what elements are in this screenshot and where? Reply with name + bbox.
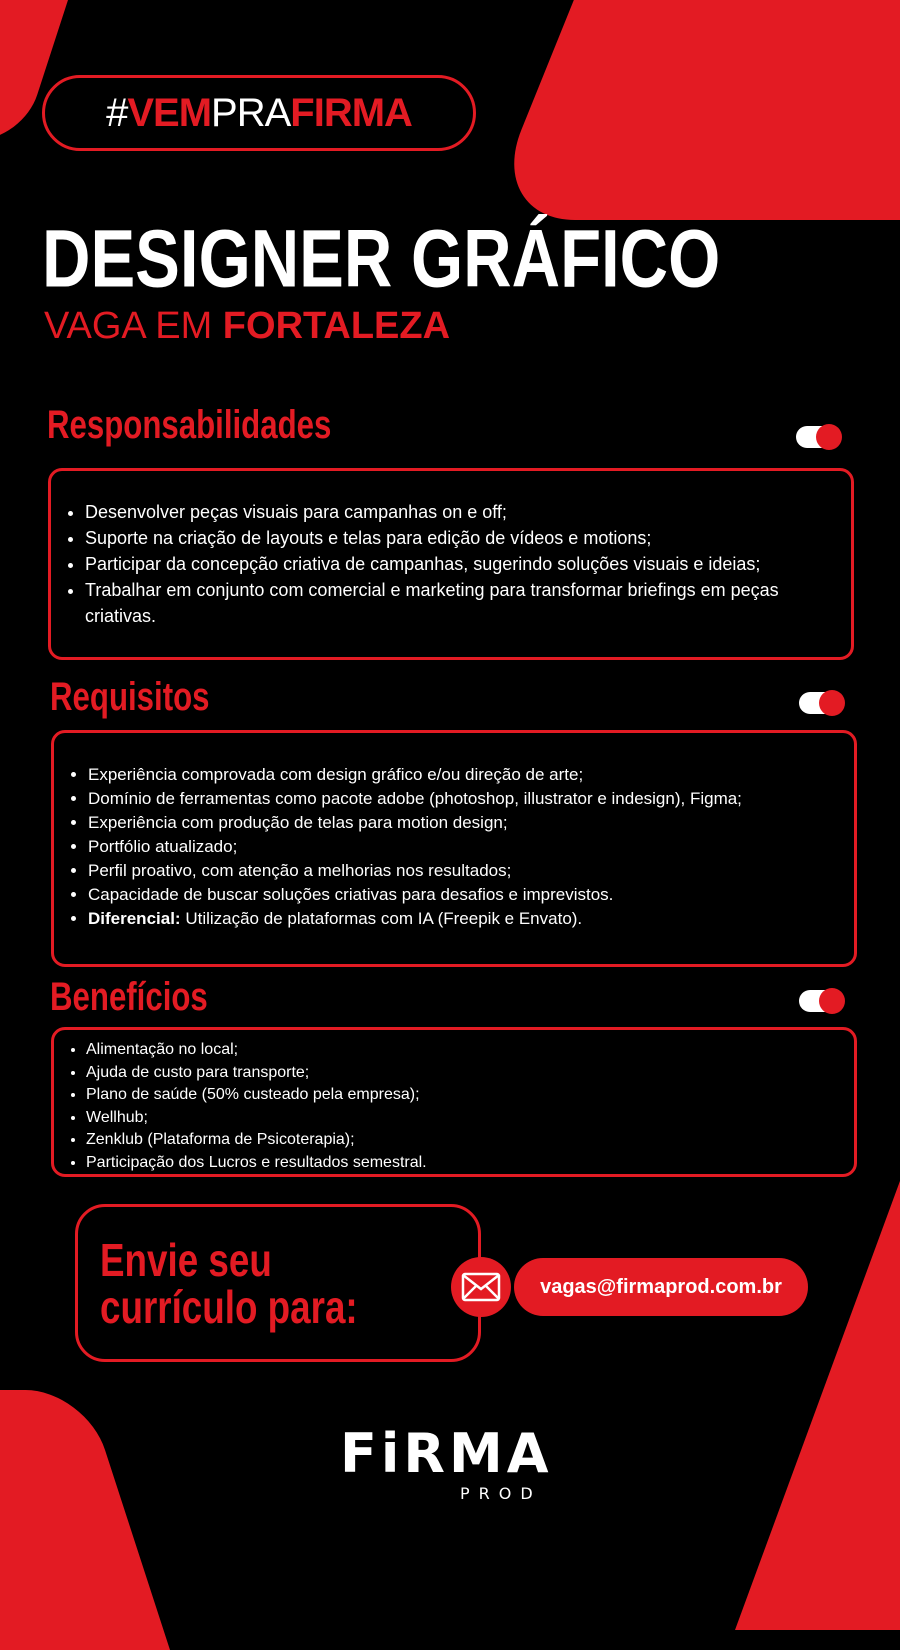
cta-heading [100, 1234, 358, 1333]
list-item: • Plano de saúde (50% custeado pela empresa); [86, 1084, 848, 1107]
toggle-switch-icon [799, 990, 843, 1012]
requisitos-card [51, 730, 857, 967]
email-link[interactable]: vagas@firmaprod.com.br [514, 1258, 808, 1316]
background-shape-bottom-left [0, 1390, 170, 1650]
responsabilidades-list [51, 499, 841, 629]
list-item: • Ajuda de custo para transporte; [86, 1062, 848, 1085]
page-title: DESIGNER GRÁFICO [42, 212, 721, 305]
list-item: • Suporte na criação de layouts e telas para edição de vídeos e motions; [85, 525, 841, 551]
section-title-responsabilidades: Responsabilidades [47, 403, 332, 447]
toggle-switch-icon [799, 692, 843, 714]
hashtag-badge [42, 75, 476, 151]
list-item: • Trabalhar em conjunto com comercial e marketing para transformar briefings em peças criativas. [85, 577, 841, 629]
cta-line-1: Envie seu [100, 1234, 272, 1286]
list-item: • Wellhub; [86, 1107, 848, 1130]
responsabilidades-card [48, 468, 854, 660]
hashtag-word-pra: PRA [211, 90, 291, 135]
diferencial-label: Diferencial: [88, 909, 181, 928]
background-shape-top-right [485, 0, 900, 220]
list-item: • Domínio de ferramentas como pacote adobe (photoshop, illustrator e indesign), Figma; [88, 787, 848, 811]
cta-line-2: currículo para: [100, 1281, 358, 1333]
list-item: • Perfil proativo, com atenção a melhorias nos resultados; [88, 859, 848, 883]
mail-icon [451, 1257, 511, 1317]
list-item: • Participar da concepção criativa de campanhas, sugerindo soluções visuais e ideias; [85, 551, 841, 577]
diferencial-text: Utilização de plataformas com IA (Freepik e Envato). [180, 909, 583, 928]
toggle-switch-icon [796, 426, 840, 448]
section-title-beneficios: Benefícios [50, 975, 208, 1019]
list-item [88, 907, 848, 931]
list-item: • Participação dos Lucros e resultados semestral. [86, 1152, 848, 1175]
list-item: • Portfólio atualizado; [88, 835, 848, 859]
hashtag-word-firma: FIRMA [290, 90, 412, 135]
hashtag-word-vem: VEM [127, 90, 212, 135]
list-item: • Experiência com produção de telas para motion design; [88, 811, 848, 835]
logo-subtext: PROD [460, 1484, 542, 1503]
subtitle-city: FORTALEZA [222, 305, 451, 347]
requisitos-list [54, 763, 848, 931]
section-title-requisitos: Requisitos [50, 675, 210, 719]
subtitle-prefix: VAGA EM [44, 305, 223, 347]
background-shape-bottom-right [735, 1170, 900, 1630]
mail-icon-glyph [461, 1272, 501, 1302]
list-item: • Desenvolver peças visuais para campanhas on e off; [85, 499, 841, 525]
beneficios-card [51, 1027, 857, 1177]
cta-box [75, 1204, 481, 1362]
list-item: • Alimentação no local; [86, 1039, 848, 1062]
hashtag-symbol: # [106, 90, 128, 135]
list-item: • Capacidade de buscar soluções criativas para desafios e imprevistos. [88, 883, 848, 907]
list-item: • Zenklub (Plataforma de Psicoterapia); [86, 1129, 848, 1152]
beneficios-list [54, 1039, 848, 1174]
logo-wordmark: FiRMA [340, 1422, 553, 1485]
firma-prod-logo [340, 1424, 570, 1504]
job-location-subtitle [44, 305, 450, 348]
list-item: • Experiência comprovada com design gráfico e/ou direção de arte; [88, 763, 848, 787]
